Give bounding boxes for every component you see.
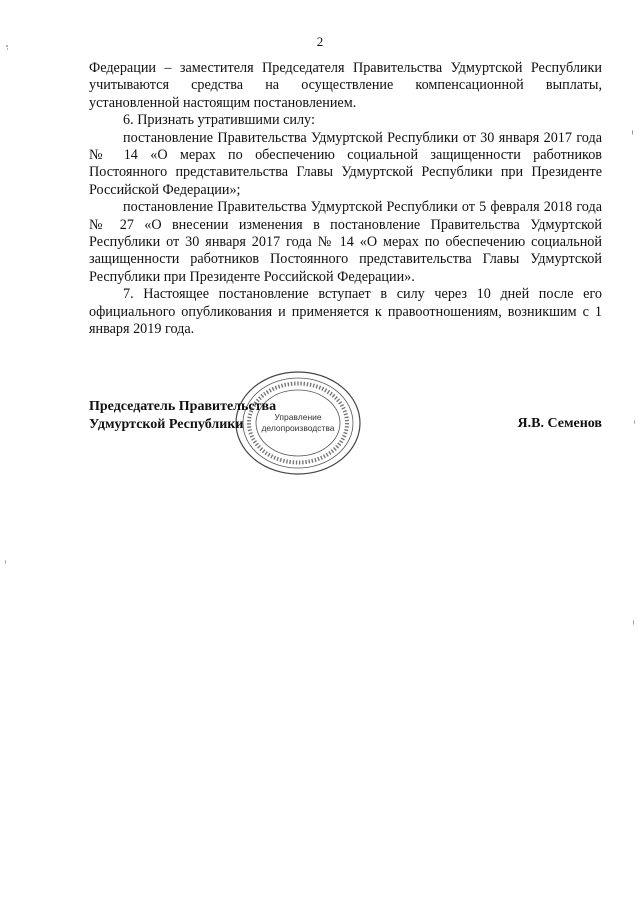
paragraph-repealed-act-1: постановление Правительства Удмуртской Республики от 30 января 2017 года № 14 «О мерах по обеспечению социальной защищенности работников Постоянного представительства Главы Удмуртской Республики при Президенте Российской Федерации»; [89,129,602,198]
page-number: 2 [316,34,324,49]
signatory-name: Я.В. Семенов [517,416,602,431]
paragraph-item-7: 7. Настоящее постановление вступает в силу через 10 дней после его официального опубликования и применяется к правоотношениям, возникшим с 1 января 2019 года. [89,286,602,338]
document-body [89,60,602,339]
scan-speck [5,560,6,564]
paragraph-continuation: Федерации – заместителя Председателя Правительства Удмуртской Республики учитываются средства на осуществление компенсационной выплаты, установленной настоящим постановлением. [89,60,602,111]
signatory-title-line2: Удмуртской Республики [89,417,244,432]
scan-speck [7,48,8,50]
signatory-title [89,398,276,434]
paragraph-repealed-act-2: постановление Правительства Удмуртской Республики от 5 февраля 2018 года № 27 «О внесении изменения в постановление Правительства Удмуртской Республики от 30 января 2017 года № 14 «О мерах по обеспечению социальной защищенности работников Постоянного представительства Главы Удмуртской Республики при Президенте Российской Федерации». [89,199,602,285]
scan-speck [6,45,8,47]
stamp-label-line2: делопроизводства [261,423,335,433]
scan-speck [633,620,634,625]
paragraph-item-6: 6. Признать утратившими силу: [123,112,315,129]
scan-speck [634,420,635,424]
stamp-label-line1: Управление [274,412,322,422]
scan-speck [632,130,633,135]
signatory-title-line1: Председатель Правительства [89,399,277,414]
